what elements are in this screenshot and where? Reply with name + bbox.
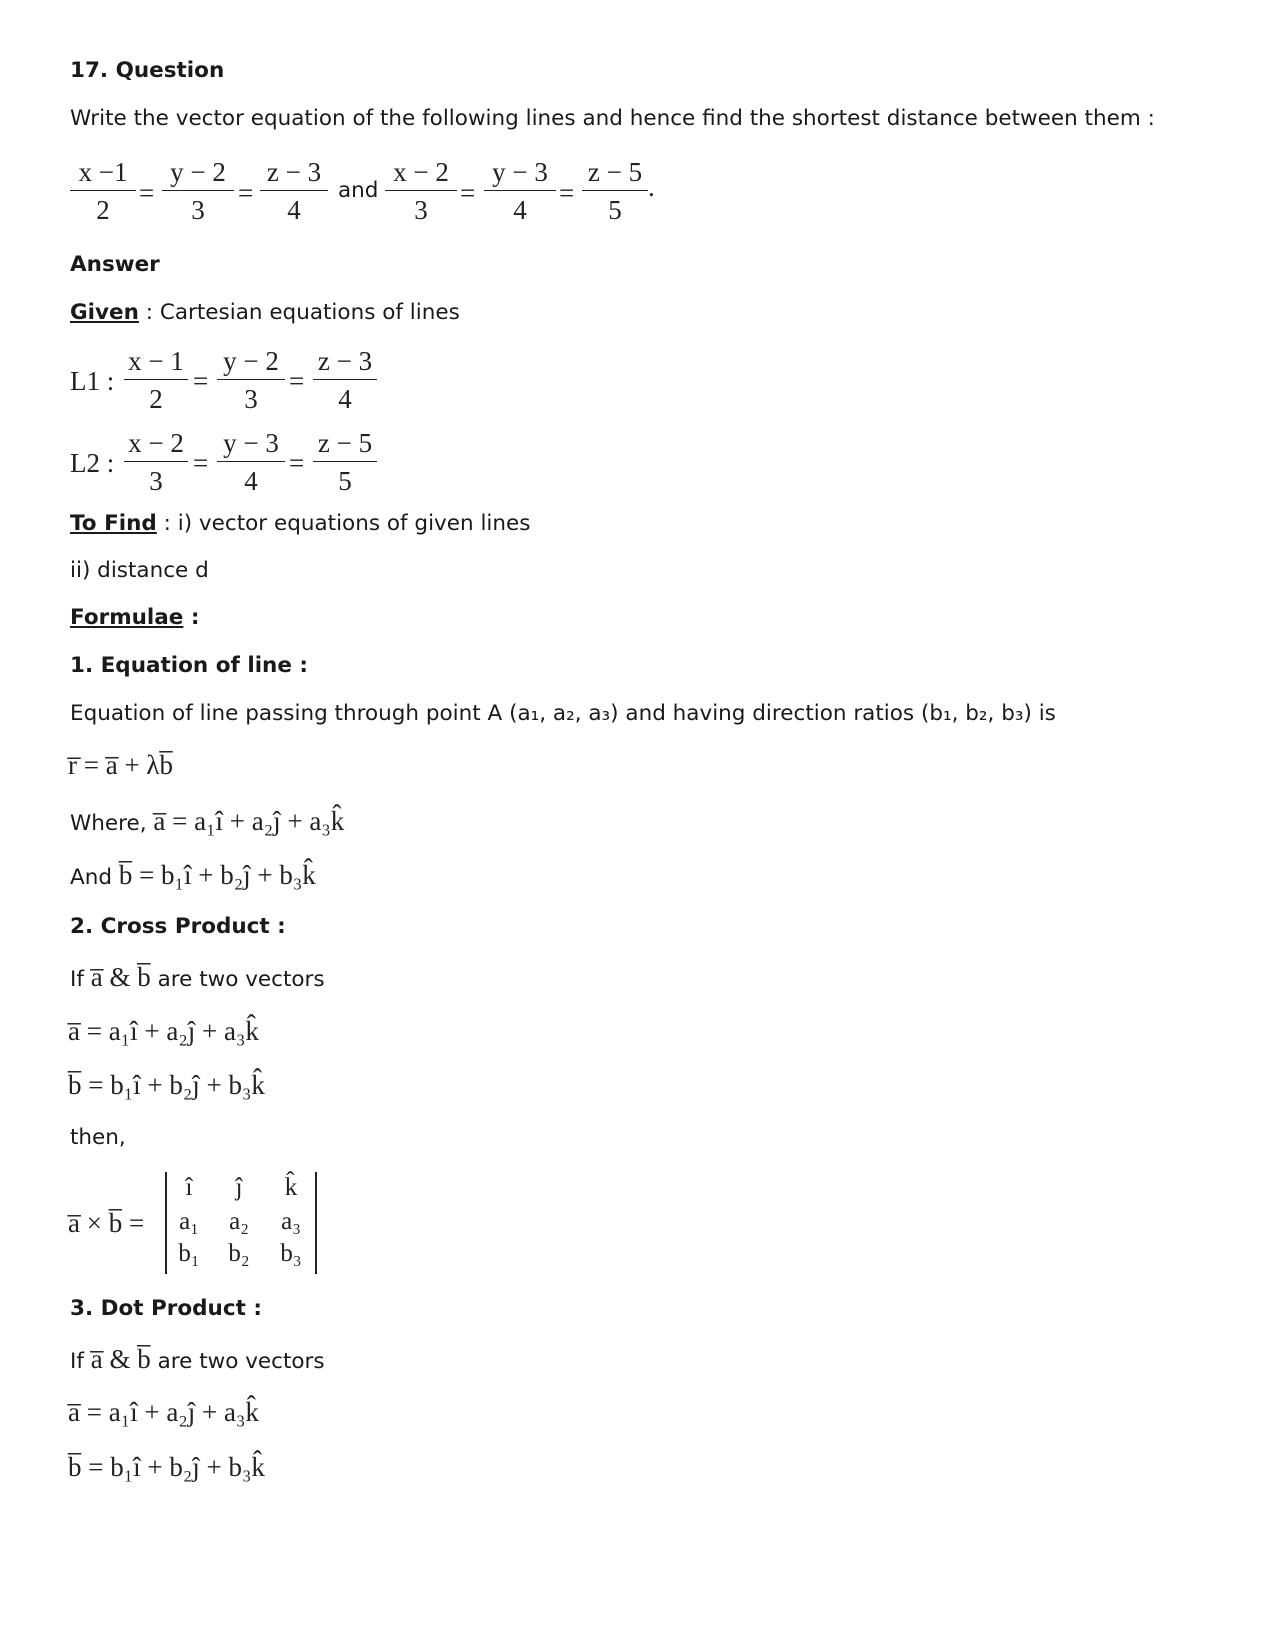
and-equation: b̅ = b₁î + b₂ĵ + b₃k̂: [118, 860, 316, 890]
denominator: 4: [244, 466, 258, 496]
where-equation: a̅ = a₁î + a₂ĵ + a₃k̂: [153, 806, 345, 836]
question-heading: 17. Question: [70, 58, 225, 83]
if-text: are two vectors: [150, 1349, 325, 1374]
denominator: 4: [287, 195, 301, 225]
given-line: [70, 300, 460, 325]
given-label: Given: [70, 300, 139, 325]
numerator: y − 3: [492, 157, 548, 187]
denominator: 3: [149, 466, 163, 496]
fraction: [260, 155, 328, 227]
denominator: 3: [191, 195, 205, 225]
equals-sign: =: [193, 448, 209, 478]
determinant-matrix: [165, 1172, 317, 1274]
equals-sign: =: [289, 448, 305, 478]
tofind-ii: ii) distance d: [70, 558, 209, 583]
equals-sign: =: [460, 178, 476, 208]
det-cell: a₁: [179, 1208, 199, 1235]
question-text: Write the vector equation of the following lines and hence find the shortest distance between them :: [70, 106, 1155, 131]
numerator: z − 5: [587, 157, 643, 187]
numerator: x −1: [78, 157, 128, 187]
fraction: [582, 155, 648, 227]
formula-1-text: Equation of line passing through point A (a₁, a₂, a₃) and having direction ratios (b₁, b₂, b₃) is: [70, 701, 1056, 726]
if-label: If: [70, 1349, 91, 1374]
numerator: x − 2: [393, 157, 449, 187]
det-cell: î: [185, 1174, 193, 1201]
equals-sign: =: [139, 178, 155, 208]
vectors-symbol: a̅ & b̅: [90, 962, 151, 992]
equals-sign: =: [289, 366, 305, 396]
fraction: [217, 426, 285, 498]
given-text: : Cartesian equations of lines: [138, 300, 460, 325]
line-equation-formula: r̅ = a̅ + λb̅: [68, 750, 174, 780]
formula-2-heading: 2. Cross Product :: [70, 914, 286, 939]
numerator: z − 3: [317, 346, 373, 376]
det-cell: a₃: [281, 1208, 301, 1235]
formula-3-heading: 3. Dot Product :: [70, 1296, 262, 1321]
numerator: z − 3: [266, 157, 322, 187]
if-label: If: [70, 967, 91, 992]
fraction: [162, 155, 234, 227]
if-text: are two vectors: [150, 967, 325, 992]
numerator: y − 2: [223, 346, 279, 376]
fraction: [124, 426, 188, 498]
numerator: x − 1: [128, 346, 184, 376]
fraction: [484, 155, 556, 227]
det-cell: a₂: [229, 1208, 249, 1235]
cross-if-line: [70, 962, 325, 993]
fraction: [217, 344, 285, 416]
cross-product-lhs: a̅ × b̅ =: [68, 1208, 145, 1238]
and-label: And: [70, 865, 119, 890]
formulae-heading: [70, 605, 199, 630]
equals-sign: =: [193, 366, 209, 396]
answer-heading: Answer: [70, 252, 160, 277]
denominator: 3: [414, 195, 428, 225]
denominator: 4: [338, 384, 352, 414]
tofind-label: To Find: [70, 511, 157, 536]
denominator: 2: [96, 195, 110, 225]
and-connector: and: [338, 178, 379, 203]
fraction: [70, 155, 136, 227]
formula-1-heading: 1. Equation of line :: [70, 653, 309, 678]
det-cell: b₁: [178, 1240, 200, 1267]
formulae-colon: :: [183, 605, 200, 630]
numerator: y − 3: [223, 428, 279, 458]
vectors-symbol: a̅ & b̅: [90, 1344, 151, 1374]
numerator: z − 5: [317, 428, 373, 458]
cross-b-equation: b̅ = b₁î + b₂ĵ + b₃k̂: [68, 1070, 265, 1100]
where-label: Where,: [70, 811, 154, 836]
fraction: [313, 344, 377, 416]
and-line: [70, 860, 316, 891]
equals-sign: =: [559, 178, 575, 208]
line-label: L1 :: [70, 366, 115, 396]
cross-a-equation: a̅ = a₁î + a₂ĵ + a₃k̂: [68, 1016, 259, 1046]
formulae-label: Formulae: [70, 605, 184, 630]
fraction: [313, 426, 377, 498]
denominator: 5: [338, 466, 352, 496]
fraction: [124, 344, 188, 416]
det-cell: b₃: [280, 1240, 302, 1267]
det-cell: k̂: [284, 1174, 298, 1201]
period: .: [648, 172, 655, 202]
dot-a-equation: a̅ = a₁î + a₂ĵ + a₃k̂: [68, 1397, 259, 1427]
numerator: x − 2: [128, 428, 184, 458]
denominator: 5: [608, 195, 622, 225]
equals-sign: =: [238, 178, 254, 208]
dot-b-equation: b̅ = b₁î + b₂ĵ + b₃k̂: [68, 1452, 265, 1482]
det-cell: b₂: [228, 1240, 250, 1267]
denominator: 3: [244, 384, 258, 414]
tofind-line: [70, 511, 530, 536]
fraction: [385, 155, 457, 227]
then-text: then,: [70, 1125, 126, 1150]
tofind-text: : i) vector equations of given lines: [156, 511, 531, 536]
denominator: 4: [513, 195, 527, 225]
dot-if-line: [70, 1344, 325, 1375]
numerator: y − 2: [170, 157, 226, 187]
denominator: 2: [149, 384, 163, 414]
line-label: L2 :: [70, 448, 115, 478]
det-cell: ĵ: [235, 1174, 243, 1201]
where-line: [70, 806, 344, 837]
